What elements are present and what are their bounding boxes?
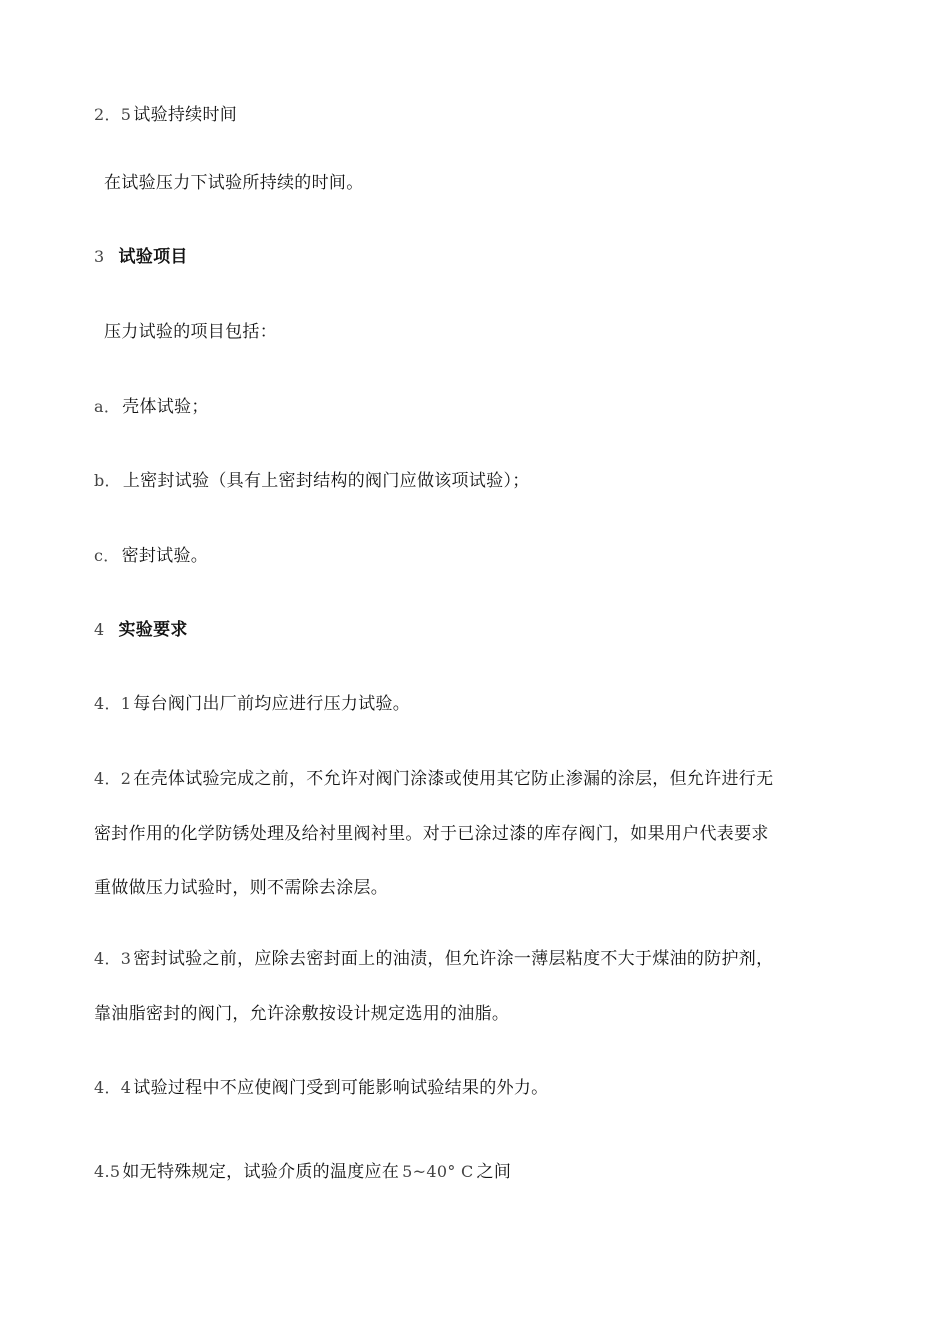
list-item-a [94,395,209,419]
item-text: 密封试验。 [121,546,209,566]
section-4-4 [94,1076,548,1100]
section-4-2-line-1 [94,767,773,791]
section-number: 4．3 [94,949,132,968]
section-3-body: 压力试验的项目包括： [104,322,277,342]
section-number: 4．4 [94,1078,132,1097]
section-title-text: 试验持续时间 [133,105,238,125]
item-marker: b． [94,471,121,490]
item-text: 上密封试验（具有上密封结构的阀门应做该项试验）； [122,471,530,491]
item-marker: c． [94,546,120,565]
paragraph-text: 密封试验之前，应除去密封面上的油渍，但允许涂一薄层粘度不大于煤油的防护剂， [133,949,774,969]
section-number: 4 [94,620,105,639]
item-marker: a． [94,397,121,416]
section-heading-text: 实验要求 [118,620,188,640]
section-4-5 [94,1160,511,1184]
section-number: 4.5 [94,1162,121,1181]
list-item-b [94,469,530,493]
section-2-5-title [94,103,237,127]
section-number: 4．2 [94,769,132,788]
list-item-c [94,544,208,568]
paragraph-text: 如无特殊规定，试验介质的温度应在 [122,1162,400,1182]
paragraph-text: 试验过程中不应使阀门受到可能影响试验结果的外力。 [133,1078,549,1098]
paragraph-text: 每台阀门出厂前均应进行压力试验。 [133,694,411,714]
section-4-1 [94,692,410,716]
section-2-5-body: 在试验压力下试验所持续的时间。 [104,173,364,193]
section-4-2-line-2: 密封作用的化学防锈处理及给衬里阀衬里。对于已涂过漆的库存阀门，如果用户代表要求 [94,824,769,844]
section-number: 2．5 [94,105,132,124]
section-3-heading [94,245,188,269]
section-4-3-line-1 [94,947,773,971]
section-heading-text: 试验项目 [118,247,188,267]
paragraph-text: 在壳体试验完成之前，不允许对阀门涂漆或使用其它防止渗漏的涂层，但允许进行无 [133,769,774,789]
section-number: 4．1 [94,694,132,713]
section-4-3-line-2: 靠油脂密封的阀门，允许涂敷按设计规定选用的油脂。 [94,1004,510,1024]
section-4-heading [94,618,188,642]
paragraph-text: 之间 [476,1162,512,1182]
temperature-range: 5~40° C [402,1162,474,1181]
item-text: 壳体试验； [122,397,209,417]
section-number: 3 [94,247,105,266]
section-4-2-line-3: 重做做压力试验时，则不需除去涂层。 [94,878,389,898]
